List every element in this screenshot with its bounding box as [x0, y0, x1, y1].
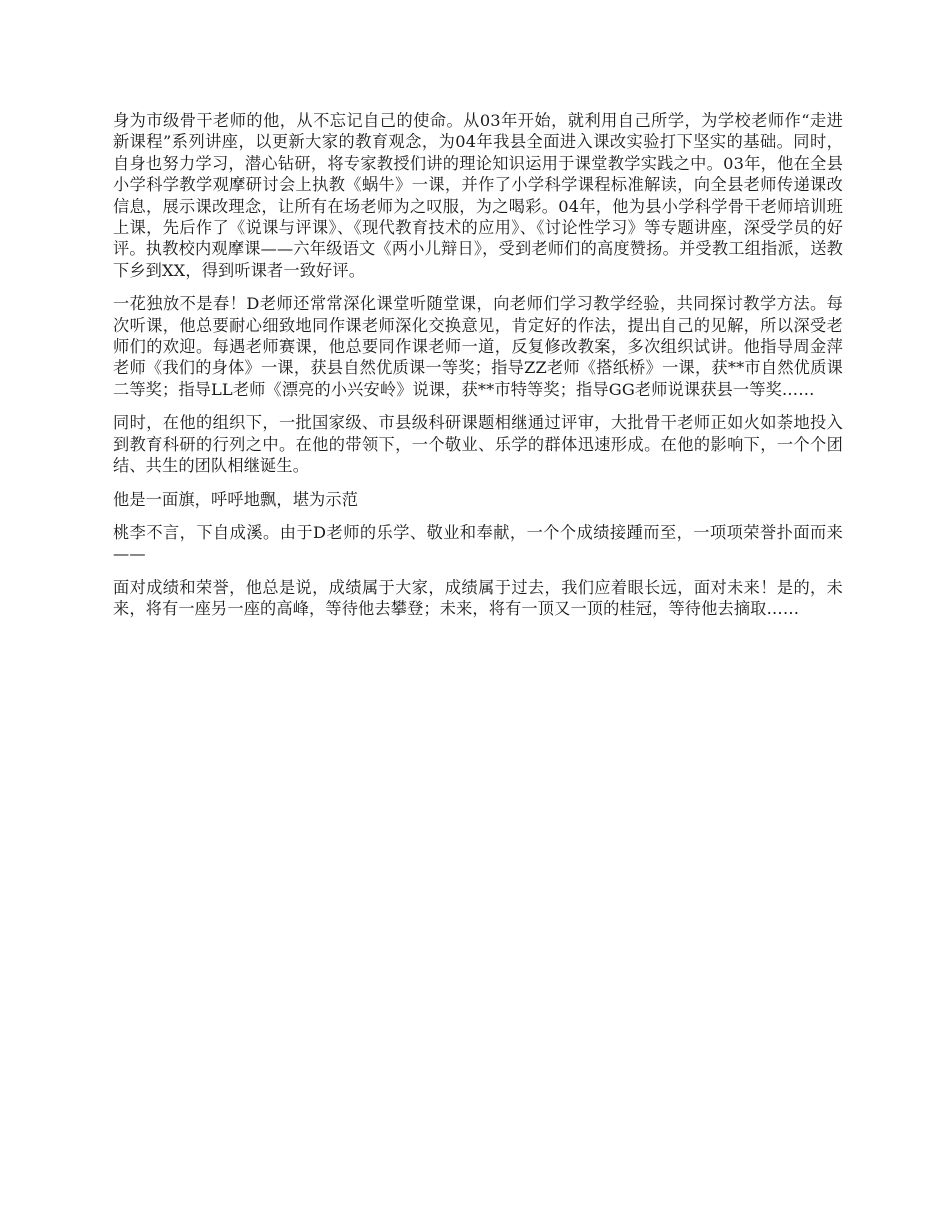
- paragraph-1: 身为市级骨干老师的他，从不忘记自己的使命。从03年开始，就利用自己所学，为学校老师作“走进新课程”系列讲座，以更新大家的教育观念，为04年我县全面进入课改实验打下坚实的基础。同时，自身也努力学习，潜心钻研，将专家教授们讲的理论知识运用于课堂教学实践之中。03年，他在全县小学科学教学观摩研讨会上执教《蜗牛》一课，并作了小学科学课程标准解读，向全县老师传递课改信息，展示课改理念，让所有在场老师为之叹服，为之喝彩。04年，他为县小学科学骨干老师培训班上课，先后作了《说课与评课》、《现代教育技术的应用》、《讨论性学习》等专题讲座，深受学员的好评。执教校内观摩课——六年级语文《两小儿辩日》，受到老师们的高度赞扬。并受教工组指派，送教下乡到XX，得到听课者一致好评。: [113, 111, 843, 280]
- paragraph-3: 同时，在他的组织下，一批国家级、市县级科研课题相继通过评审，大批骨干老师正如火如荼地投入到教育科研的行列之中。在他的带领下，一个敬业、乐学的群体迅速形成。在他的影响下，一个个团结、共生的团队相继诞生。: [113, 413, 843, 476]
- paragraph-6: 面对成绩和荣誉，他总是说，成绩属于大家，成绩属于过去，我们应着眼长远，面对未来！是的，未来，将有一座另一座的高峰，等待他去攀登；未来，将有一顶又一顶的桂冠，等待他去摘取……: [113, 577, 843, 619]
- paragraph-5: 桃李不言，下自成溪。由于D老师的乐学、敬业和奉献，一个个成绩接踵而至，一项项荣誉扑面而来——: [113, 522, 843, 564]
- paragraph-2: 一花独放不是春！D老师还常常深化课堂听随堂课，向老师们学习教学经验，共同探讨教学方法。每次听课，他总要耐心细致地同作课老师深化交换意见，肯定好的作法，提出自己的见解，所以深受老师们的欢迎。每遇老师赛课，他总要同作课老师一道，反复修改教案，多次组织试讲。他指导周金萍老师《我们的身体》一课，获县自然优质课一等奖；指导ZZ老师《搭纸桥》一课，获**市自然优质课二等奖；指导LL老师《漂亮的小兴安岭》说课，获**市特等奖；指导GG老师说课获县一等奖……: [113, 294, 843, 399]
- document-page: [113, 110, 843, 632]
- paragraph-4: 他是一面旗，呼呼地飘，堪为示范: [113, 489, 359, 509]
